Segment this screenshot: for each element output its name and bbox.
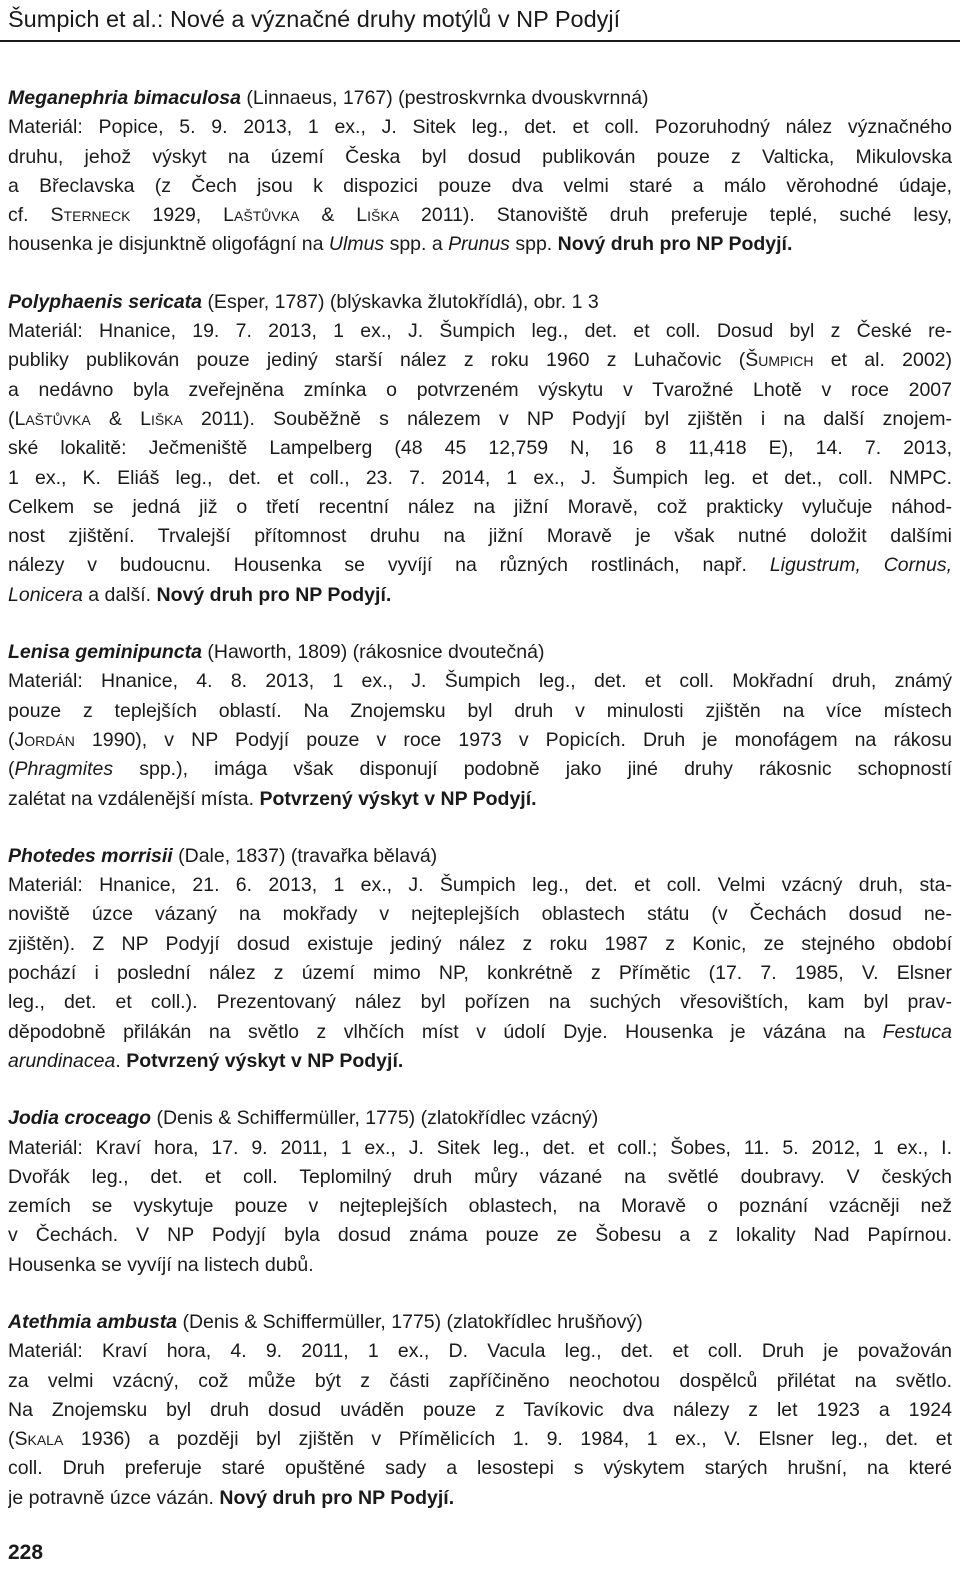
text-line — [8, 1484, 952, 1513]
text-span: cf. — [8, 204, 51, 227]
species-heading — [8, 842, 952, 871]
species-heading — [8, 1104, 952, 1133]
species-author: (Esper, 1787) (blýskavka žlutokřídlá), obr. 1 3 — [207, 290, 599, 313]
status-note: Nový druh pro NP Podyjí. — [557, 233, 793, 256]
status-note: Nový druh pro NP Podyjí. — [156, 583, 392, 606]
text-line: Na Znojemsku byl druh dosud uváděn pouze z Tavíkovic dva nálezy z let 1923 a 1924 — [8, 1398, 952, 1421]
text-line — [8, 230, 952, 259]
text-span: 1936) a později byl zjištěn v Přímělicích 1. 9. 1984, 1 ex., V. Elsner leg., det. et — [63, 1428, 952, 1451]
text-span: ( — [8, 758, 15, 781]
article-body — [8, 84, 952, 1541]
species-name: Jodia croceago — [8, 1107, 152, 1130]
status-note: Nový druh pro NP Podyjí. — [219, 1486, 455, 1509]
citation-author: Šumpich — [745, 349, 814, 372]
text-line: a nedávno byla zveřejněna zmínka o potvrzeném výskytu v Tvarožné Lhotě v roce 2007 — [8, 378, 952, 401]
text-span: 1990), v NP Podyjí pouze v roce 1973 v Popicích. Druh je monofágem na rákosu — [74, 728, 952, 751]
species-name: Lenisa geminipuncta — [8, 641, 202, 664]
text-line: pouze z teplejších oblastí. Na Znojemsku byl druh v minulosti zjištěn na více místech — [8, 699, 952, 722]
species-entry-jodia — [8, 1104, 952, 1280]
text-span: housenka je disjunktně oligofágní na — [8, 233, 329, 256]
text-line — [8, 581, 952, 610]
text-span: nálezy v budoucnu. Housenka se vyvíjí na různých rostlinách, např. — [8, 554, 770, 577]
citation-author: Liška — [356, 204, 400, 227]
material-text: Materiál: Popice, 5. 9. 2013, 1 ex., J. Sitek leg., det. et coll. Pozoruhodný nález význačného — [8, 116, 952, 139]
text-line: leg., det. et coll.). Prezentovaný nález byl pořízen na suchých vřesovištích, kam byl prav- — [8, 991, 952, 1014]
species-author: (Linnaeus, 1767) (pestroskvrnka dvouskvrnná) — [246, 87, 649, 109]
text-line: pochází i poslední nález z území mimo NP, konkrétně z Přímětic (17. 7. 1985, V. Elsner — [8, 962, 952, 985]
text-line: noviště úzce vázaný na mokřady v nejteplejších oblastech státu (v Čechách dosud ne- — [8, 903, 952, 926]
species-name: Photedes morrisii — [8, 844, 173, 867]
species-heading — [8, 638, 952, 667]
text-line: nost zjištění. Trvalejší přítomnost druhu na jižní Moravě je však nutné doložit dalšími — [8, 525, 952, 548]
text-line: Materiál: Kraví hora, 4. 9. 2011, 1 ex., D. Vacula leg., det. et coll. Druh je považován — [8, 1340, 952, 1363]
species-name: Atethmia ambusta — [8, 1310, 178, 1333]
text-span: a další. — [82, 583, 157, 606]
text-span: & — [299, 204, 357, 227]
status-note: Potvrzený výskyt v NP Podyjí. — [126, 1049, 404, 1072]
taxon-name: Prunus — [448, 233, 510, 256]
text-line: a Břeclavska (z Čech jsou k dispozici pouze dva velmi staré a málo věrohodné údaje, — [8, 174, 952, 197]
text-line — [8, 1047, 952, 1076]
taxon-name: Phragmites — [14, 758, 114, 781]
species-heading — [8, 1308, 952, 1337]
text-span: spp.), imága však disponují podobně jako jiné druhy rákosnic schopností — [113, 758, 952, 781]
species-author: (Haworth, 1809) (rákosnice dvoutečná) — [207, 641, 545, 664]
text-line — [8, 1425, 952, 1454]
text-line: Materiál: Hnanice, 19. 7. 2013, 1 ex., J. Šumpich leg., det. et coll. Dosud byl z České re- — [8, 320, 952, 343]
text-span: & — [90, 407, 141, 430]
species-name: Polyphaenis sericata — [8, 290, 203, 313]
text-span: . — [115, 1049, 127, 1072]
text-line — [8, 785, 952, 814]
species-heading — [8, 288, 952, 317]
citation-author: Sterneck — [50, 204, 131, 227]
text-span: et al. 2002) — [813, 349, 952, 372]
text-span: ( — [8, 407, 15, 430]
species-author: (Denis & Schiffermüller, 1775) (zlatokřídlec hrušňový) — [182, 1310, 643, 1333]
text-span: spp. a — [384, 233, 449, 256]
text-span: ( — [8, 728, 15, 751]
text-line: Housenka se vyvíjí na listech dubů. — [8, 1253, 314, 1276]
text-span: spp. — [509, 233, 558, 256]
text-line: v Čechách. V NP Podyjí byla dosud známa pouze ze Šobesu a z lokality Nad Papírnou. — [8, 1224, 952, 1247]
text-span: 2011). Stanoviště druh preferuje teplé, suché lesy, — [399, 204, 952, 227]
status-note: Potvrzený výskyt v NP Podyjí. — [259, 787, 537, 810]
species-entry-lenisa — [8, 638, 952, 814]
text-line — [8, 551, 952, 580]
citation-author: Laštůvka — [14, 407, 91, 430]
species-heading — [8, 84, 952, 113]
header-rule — [0, 40, 960, 42]
taxon-name: Ligustrum, Cornus, — [769, 554, 952, 577]
text-line: Materiál: Hnanice, 4. 8. 2013, 1 ex., J. Šumpich leg., det. et coll. Mokřadní druh, známý — [8, 670, 952, 693]
text-line: Celkem se jedná již o třetí recentní nález na jižní Moravě, což prakticky vylučuje náhod- — [8, 495, 952, 518]
text-span: zalétat na vzdálenější místa. — [8, 787, 260, 810]
text-line: ské lokalitě: Ječmeniště Lampelberg (48 45 12,759 N, 16 8 11,418 E), 14. 7. 2013, — [8, 437, 952, 460]
text-line — [8, 1018, 952, 1047]
text-line: coll. Druh preferuje staré opuštěné sady a lesostepi s výskytem starých hrušní, na které — [8, 1457, 952, 1480]
text-span: ( — [8, 1428, 15, 1451]
species-entry-meganephria — [8, 84, 952, 260]
taxon-name: Festuca — [882, 1020, 952, 1043]
text-line — [8, 201, 952, 230]
text-line: Materiál: Hnanice, 21. 6. 2013, 1 ex., J. Šumpich leg., det. et coll. Velmi vzácný druh, sta- — [8, 874, 952, 897]
citation-author: Laštůvka — [223, 204, 300, 227]
species-entry-photedes — [8, 842, 952, 1076]
species-author: (Dale, 1837) (travařka bělavá) — [178, 844, 438, 867]
text-span: publiky publikován pouze jediný starší nález z roku 1960 z Luhačovic ( — [8, 349, 746, 372]
running-title: Šumpich et al.: Nové a význačné druhy motýlů v NP Podyjí — [8, 6, 621, 32]
page-number: 228 — [8, 1541, 44, 1564]
taxon-name: Lonicera — [8, 583, 83, 606]
text-line: druhu, jehož výskyt na území Česka byl dosud publikován pouze z Valticka, Mikulovska — [8, 145, 952, 168]
species-entry-polyphaenis — [8, 288, 952, 610]
text-line — [8, 113, 952, 142]
text-line: zjištěn). Z NP Podyjí dosud existuje jediný nález z roku 1987 z Konic, ze stejného období — [8, 932, 952, 955]
taxon-name: arundinacea — [8, 1049, 116, 1072]
taxon-name: Ulmus — [328, 233, 385, 256]
text-span: 1929, — [130, 204, 224, 227]
text-line: zemích se vyskytuje pouze v nejteplejších oblastech, na Moravě o poznání vzácněji než — [8, 1195, 952, 1218]
text-span: je potravně úzce vázán. — [8, 1486, 220, 1509]
text-line: Dvořák leg., det. et coll. Teplomilný druh můry vázané na světlé doubravy. V českých — [8, 1165, 952, 1188]
citation-author: Liška — [140, 407, 183, 430]
text-line — [8, 405, 952, 434]
text-line — [8, 755, 952, 784]
species-entry-atethmia — [8, 1308, 952, 1513]
species-author: (Denis & Schiffermüller, 1775) (zlatokřídlec vzácný) — [156, 1107, 599, 1130]
text-span: děpodobně přilákán na světlo z vlhčích míst v údolí Dyje. Housenka je vázána na — [8, 1020, 883, 1043]
citation-author: Skala — [14, 1428, 64, 1451]
text-line: za velmi vzácný, což může být z části zapříčiněno neochotou dospělců přilétat na světlo. — [8, 1369, 952, 1392]
text-line — [8, 346, 952, 375]
text-span: 2011). Souběžně s nálezem v NP Podyjí byl zjištěn i na další znojem- — [182, 407, 952, 430]
citation-author: Jordán — [14, 728, 75, 751]
text-line: Materiál: Kraví hora, 17. 9. 2011, 1 ex., J. Sitek leg., det. et coll.; Šobes, 11. 5. 2012, 1 ex., I. — [8, 1136, 952, 1159]
text-line — [8, 726, 952, 755]
species-name: Meganephria bimaculosa — [8, 87, 241, 109]
text-line: 1 ex., K. Eliáš leg., det. et coll., 23. 7. 2014, 1 ex., J. Šumpich leg. et det., coll. NMPC. — [8, 466, 952, 489]
